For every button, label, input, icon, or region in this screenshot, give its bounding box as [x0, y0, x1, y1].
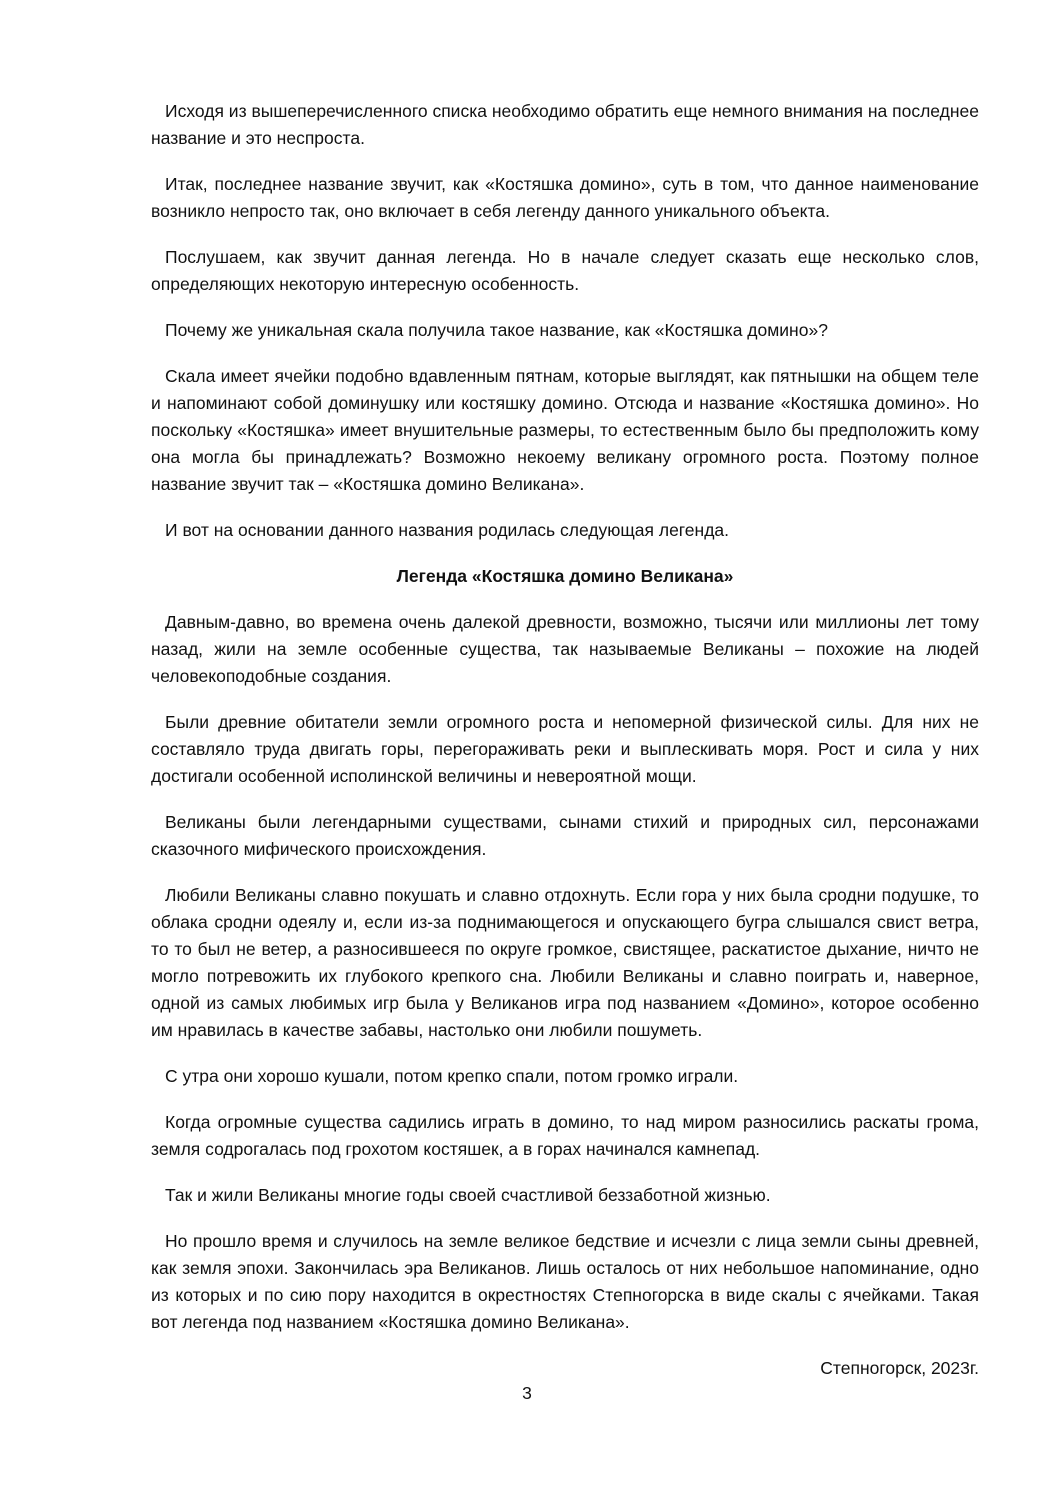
paragraph: Итак, последнее название звучит, как «Костяшка домино», суть в том, что данное наименование возникло непросто так, оно включает в себя легенду данного уникального объекта. [151, 174, 979, 221]
paragraph: Любили Великаны славно покушать и славно отдохнуть. Если гора у них была сродни подушке, то облака сродни одеялу и, если из-за поднимающегося и опускающего бугра слышался свист ветра, то то был не ветер, а разносившееся по округе громкое, свистящее, раскатистое дыхание, ничто не могло потревожить их глубокого крепкого сна. Любили Великаны и славно поиграть и, наверное, одной из самых любимых игр была у Великанов игра под названием «Домино», которое особенно им нравилась в качестве забавы, настолько они любили пошуметь. [151, 885, 979, 1040]
legend-heading: Легенда «Костяшка домино Великана» [396, 566, 734, 586]
paragraph: Почему же уникальная скала получила такое название, как «Костяшка домино»? [165, 320, 828, 340]
paragraph: Но прошло время и случилось на земле великое бедствие и исчезли с лица земли сыны древней, как земля эпохи. Закончилась эра Великанов. Лишь осталось от них небольшое напоминание, одно из которых и по сию пору находится в окрестностях Степногорска в виде скалы с ячейками. Такая вот легенда под названием «Костяшка домино Великана». [151, 1231, 979, 1332]
paragraph: И вот на основании данного названия родилась следующая легенда. [165, 520, 729, 540]
page-content [151, 98, 979, 1382]
paragraph: Великаны были легендарными существами, сынами стихий и природных сил, персонажами сказочного мифического происхождения. [151, 812, 979, 859]
paragraph: Так и жили Великаны многие годы своей счастливой беззаботной жизнью. [165, 1185, 771, 1205]
paragraph: Были древние обитатели земли огромного роста и непомерной физической силы. Для них не составляло труда двигать горы, перегораживать реки и выплескивать моря. Рост и сила у них достигали особенной исполинской величины и невероятной мощи. [151, 712, 979, 786]
paragraph: Давным-давно, во времена очень далекой древности, возможно, тысячи или миллионы лет тому назад, жили на земле особенные существа, так называемые Великаны – похожие на людей человекоподобные создания. [151, 612, 979, 686]
paragraph: Исходя из вышеперечисленного списка необходимо обратить еще немного внимания на последнее название и это неспроста. [151, 101, 979, 148]
paragraph: Когда огромные существа садились играть в домино, то над миром разносились раскаты грома, земля содрогалась под грохотом костяшек, а в горах начинался камнепад. [151, 1112, 979, 1159]
page-number: 3 [522, 1383, 532, 1403]
paragraph: С утра они хорошо кушали, потом крепко спали, потом громко играли. [165, 1066, 739, 1086]
paragraph: Скала имеет ячейки подобно вдавленным пятнам, которые выглядят, как пятнышки на общем теле и напоминают собой доминушку или костяшку домино. Отсюда и название «Костяшка домино». Но поскольку «Костяшка» имеет внушительные размеры, то естественным было бы предположить кому она могла бы принадлежать? Возможно некоему великану огромного роста. Поэтому полное название звучит так – «Костяшка домино Великана». [151, 366, 979, 494]
paragraph: Послушаем, как звучит данная легенда. Но в начале следует сказать еще несколько слов, определяющих некоторую интересную особенность. [151, 247, 979, 294]
place-date-signature: Степногорск, 2023г. [820, 1358, 979, 1378]
